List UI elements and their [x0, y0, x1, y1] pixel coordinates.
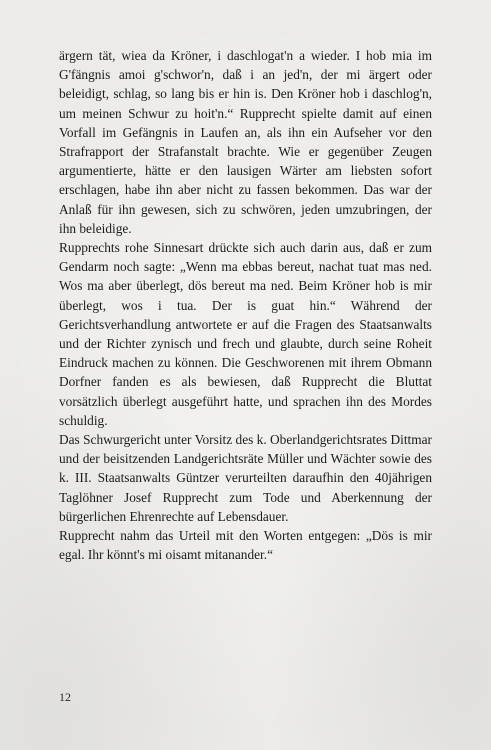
paragraph-2: Rupprechts rohe Sinnesart drückte sich auch darin aus, daß er zum Gendarm noch sagte: „Wenn ma ebbas bereut, nachat tuat mas ned. Wos ma aber überlegt, dös bereut ma ned. Beim Kröner hob is mir überlegt, wos i tua. Der is guat hin.“ Während der Gerichtsverhandlung antwortete er auf die Fragen des Staatsanwalts und der Richter zynisch und frech und glaubte, durch seine Roheit Eindruck machen zu können. Die Geschworenen mit ihrem Obmann Dorfner fanden es als bewiesen, daß Rupprecht die Bluttat vorsätzlich überlegt ausgeführt hatte, und sprachen ihn des Mordes schuldig.	[59, 240, 432, 428]
page-body	[59, 46, 432, 564]
paragraph-1: ärgern tät, wiea da Kröner, i daschlogat'n a wieder. I hob mia im G'fängnis amoi g'schwor'n, daß i an jed'n, der mi ärgert oder beleidigt, schlag, so lang bis er hin is. Den Kröner hob i daschlog'n, um meinen Schwur zu hoit'n.“ Rupprecht spielte damit auf einen Vorfall im Gefängnis in Laufen an, als ihn ein Aufseher vor den Strafrapport der Strafanstalt brachte. Wie er gegenüber Zeugen argumentierte, hätte er den lausigen Wärter am liebsten sofort erschlagen, habe ihn aber nicht zu fassen bekommen. Das war der Anlaß für ihn gewesen, sich zu schwören, jeden umzubringen, der ihn beleidige.	[59, 48, 432, 236]
page-number: 12	[59, 690, 71, 704]
paragraph-4: Rupprecht nahm das Urteil mit den Worten entgegen: „Dös is mir egal. Ihr könnt's mi oisamt mitanander.“	[59, 528, 432, 563]
paragraph-3: Das Schwurgericht unter Vorsitz des k. Oberlandgerichtsrates Dittmar und der beisitzenden Landgerichtsräte Müller und Wächter sowie des k. III. Staatsanwalts Güntzer verurteilten daraufhin den 40jährigen Taglöhner Josef Rupprecht zum Tode und Aberkennung der bürgerlichen Ehrenrechte auf Lebensdauer.	[59, 432, 432, 524]
